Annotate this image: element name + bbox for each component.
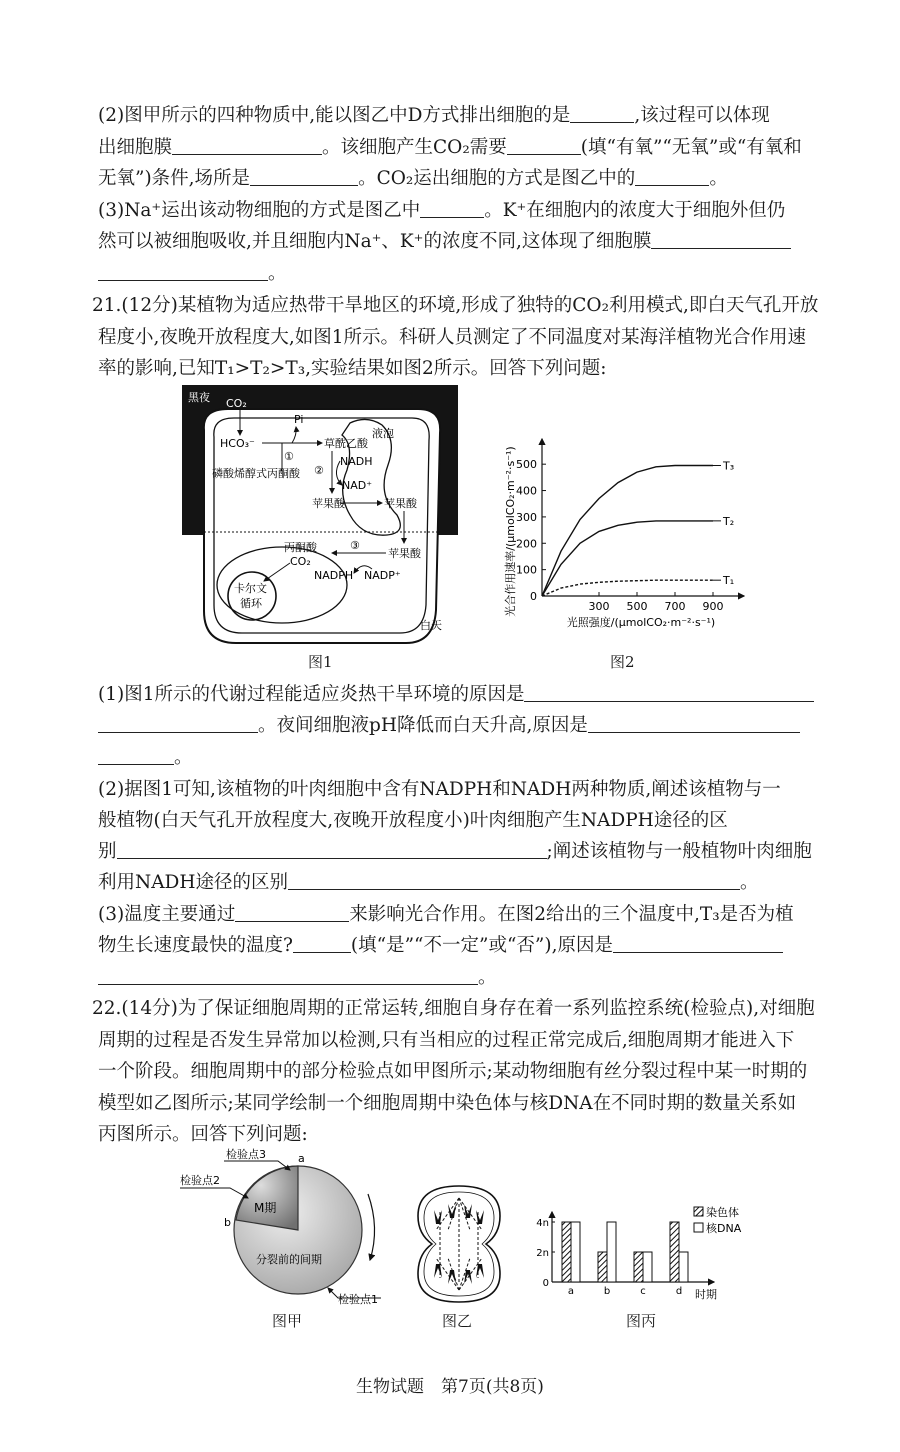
calvin-label-2: 循环 xyxy=(240,597,262,610)
bar-a-2 xyxy=(571,1222,580,1282)
q20-part2-line3: 无氧”)条件,场所是 。CO₂运出细胞的方式是图乙中的 。 xyxy=(98,168,728,189)
night-label: 黑夜 xyxy=(188,391,210,404)
answer-blank[interactable] xyxy=(507,136,581,155)
answer-blank[interactable] xyxy=(613,934,783,953)
malate-label-2: 苹果酸 xyxy=(384,497,417,510)
legend-swatch-1 xyxy=(694,1207,703,1216)
nadp-label: NADP⁺ xyxy=(364,569,401,582)
q20-part2-line2: 出细胞膜 。该细胞产生CO₂需要 (填“有氧”“无氧”或“有氧和 xyxy=(98,137,802,158)
answer-blank[interactable] xyxy=(288,871,740,890)
figure-jia-caption: 图甲 xyxy=(272,1312,303,1330)
series-label-2: T₂ xyxy=(723,514,735,528)
bar-d-2 xyxy=(679,1252,688,1282)
answer-blank[interactable] xyxy=(98,746,174,765)
series-line-1 xyxy=(542,466,713,597)
answer-blank[interactable] xyxy=(98,262,268,281)
q21-part3-line2: 物生长速度最快的温度? (填“是”“不一定”或“否”),原因是 xyxy=(98,934,783,958)
q21-part1-line3: 。 xyxy=(98,746,193,770)
figure-2-caption: 图2 xyxy=(610,653,635,671)
cycle-direction-arrow xyxy=(368,1194,375,1260)
hco3-label: HCO₃⁻ xyxy=(220,437,255,450)
bar-c-1 xyxy=(634,1252,643,1282)
y-tick-label: 300 xyxy=(516,510,537,524)
series-label-3: T₁ xyxy=(723,574,735,588)
q21-part2-line1: (2)据图1可知,该植物的叶肉细胞中含有NADPH和NADH两种物质,阐述该植物与一 xyxy=(98,779,781,800)
category-label: c xyxy=(640,1286,646,1297)
q22-intro-line3: 一个阶段。细胞周期中的部分检验点如甲图所示;某动物细胞有丝分裂过程中某一时期的 xyxy=(98,1061,808,1082)
nadh-label: NADH xyxy=(340,455,373,468)
category-label: b xyxy=(603,1286,611,1297)
x-tick-label: 300 xyxy=(588,600,610,613)
answer-blank[interactable] xyxy=(235,903,349,922)
q21-part1-line2: 。夜间细胞液pH降低而白天升高,原因是 xyxy=(98,714,800,738)
y-tick-label: 200 xyxy=(516,537,537,551)
q21-part2-line2: 般植物(白天气孔开放程度大,夜晚开放程度小)叶肉细胞产生NADPH途径的区 xyxy=(98,810,728,831)
m-phase-wedge xyxy=(236,1166,298,1230)
bar-a-1 xyxy=(562,1222,571,1282)
q22-intro-line4: 模型如乙图所示;某同学绘制一个细胞周期中染色体与核DNA在不同时期的数量关系如 xyxy=(98,1093,797,1114)
answer-blank[interactable] xyxy=(250,167,358,186)
checkpoint-3-label: 检验点3 xyxy=(226,1148,266,1161)
q21-part2-line4: 利用NADH途径的区别 。 xyxy=(98,872,759,893)
pi-label: Pi xyxy=(294,413,304,426)
answer-blank[interactable] xyxy=(420,199,484,218)
figure-1-cam-diagram xyxy=(182,385,462,655)
nad-label: NAD⁺ xyxy=(342,479,373,492)
q22-intro-line5: 丙图所示。回答下列问题: xyxy=(98,1124,308,1145)
step-3: ③ xyxy=(350,539,360,552)
co2-released-label: CO₂ xyxy=(290,555,311,568)
answer-blank[interactable] xyxy=(651,230,791,249)
legend-label-1: 染色体 xyxy=(706,1206,739,1219)
y-tick-label: 2n xyxy=(536,1248,549,1259)
q20-part3-line3: 。 xyxy=(98,262,287,286)
figure-yi-mitosis-cell xyxy=(414,1182,504,1307)
figure-yi-caption: 图乙 xyxy=(442,1312,473,1330)
interphase-label: 分裂前的间期 xyxy=(256,1253,322,1266)
answer-blank[interactable] xyxy=(117,840,547,859)
category-label: a xyxy=(567,1286,575,1297)
q21-intro-line1: 21.(12分)某植物为适应热带干旱地区的环境,形成了独特的CO₂利用模式,即白天气孔开放 xyxy=(92,295,819,316)
answer-blank[interactable] xyxy=(172,136,322,155)
q22-intro-line1: 22.(14分)为了保证细胞周期的正常运转,细胞自身存在着一系列监控系统(检验点),对细胞 xyxy=(92,998,815,1019)
y-tick-label: 500 xyxy=(516,458,537,472)
answer-blank[interactable] xyxy=(98,966,478,985)
y-tick-label: 4n xyxy=(536,1218,549,1229)
malate-label-1: 苹果酸 xyxy=(312,497,345,510)
x-tick-label: 900 xyxy=(702,600,724,613)
step-2: ② xyxy=(314,464,324,477)
x-axis-label: 时期 xyxy=(695,1288,717,1301)
bar-b-1 xyxy=(598,1252,607,1282)
x-tick-label: 500 xyxy=(626,600,648,613)
y-tick-label: 0 xyxy=(542,1278,549,1289)
bar-d-1 xyxy=(670,1222,679,1282)
answer-blank[interactable] xyxy=(588,714,800,733)
calvin-label-1: 卡尔文 xyxy=(234,582,267,595)
y-tick-label: 100 xyxy=(516,563,537,577)
figure-jia-cell-cycle xyxy=(176,1148,386,1308)
q22-intro-line2: 周期的过程是否发生异常加以检测,只有当相应的过程正常完成后,细胞周期才能进入下 xyxy=(98,1030,795,1051)
bar-b-2 xyxy=(607,1222,616,1282)
answer-blank[interactable] xyxy=(524,683,814,702)
q20-part2-line1: (2)图甲所示的四种物质中,能以图乙中D方式排出细胞的是 ,该过程可以体现 xyxy=(98,105,770,126)
q21-part3-line1: (3)温度主要通过 来影响光合作用。在图2给出的三个温度中,T₃是否为植 xyxy=(98,904,794,925)
legend-label-2: 核DNA xyxy=(706,1222,742,1235)
point-b-label: b xyxy=(224,1216,231,1229)
bar-c-2 xyxy=(643,1252,652,1282)
answer-blank[interactable] xyxy=(570,104,634,123)
pep-label: 磷酸烯醇式丙酮酸 xyxy=(212,467,300,480)
figure-bing-bar-chart xyxy=(530,1200,790,1308)
checkpoint-1-label: 检验点1 xyxy=(338,1293,378,1306)
checkpoint-2-label: 检验点2 xyxy=(180,1174,220,1187)
page-footer: 生物试题 第7页(共8页) xyxy=(356,1377,544,1397)
malate-label-3: 苹果酸 xyxy=(388,547,421,560)
series-label-1: T₃ xyxy=(723,459,735,473)
step-1: ① xyxy=(284,450,294,463)
figure-bing-caption: 图丙 xyxy=(626,1312,657,1330)
q20-part3-line1: (3)Na⁺运出该动物细胞的方式是图乙中 。K⁺在细胞内的浓度大于细胞外但仍 xyxy=(98,200,786,221)
category-label: d xyxy=(675,1286,683,1297)
x-tick-label: 700 xyxy=(664,600,686,613)
day-label: 白天 xyxy=(420,619,442,632)
answer-blank[interactable] xyxy=(98,714,258,733)
figure-2-line-chart xyxy=(490,430,750,660)
answer-blank[interactable] xyxy=(293,934,351,953)
figure-1-caption: 图1 xyxy=(308,653,333,671)
y-tick-label: 0 xyxy=(530,590,537,603)
q20-part3-line2: 然可以被细胞吸收,并且细胞内Na⁺、K⁺的浓度不同,这体现了细胞膜 xyxy=(98,230,791,254)
x-axis-label: 光照强度/(μmolCO₂·m⁻²·s⁻¹) xyxy=(566,616,716,629)
y-tick-label: 400 xyxy=(516,484,537,498)
q21-intro-line3: 率的影响,已知T₁>T₂>T₃,实验结果如图2所示。回答下列问题: xyxy=(98,358,607,379)
nadph-label: NADPH xyxy=(314,569,354,582)
y-axis-label: 光合作用速率/(μmolCO₂·m⁻²·s⁻¹) xyxy=(504,446,517,617)
co2-label: CO₂ xyxy=(226,397,247,410)
oaa-label: 草酰乙酸 xyxy=(324,437,368,450)
series-line-2 xyxy=(542,521,713,596)
pyruvate-label: 丙酮酸 xyxy=(284,541,317,554)
answer-blank[interactable] xyxy=(635,167,709,186)
q21-part1-line1: (1)图1所示的代谢过程能适应炎热干旱环境的原因是 xyxy=(98,683,814,707)
legend-swatch-2 xyxy=(694,1223,703,1232)
q21-part2-line3: 别 ;阐述该植物与一般植物叶肉细胞 xyxy=(98,841,812,862)
point-a-label: a xyxy=(298,1152,305,1165)
checkpoint-2-arrow xyxy=(180,1188,248,1198)
q21-intro-line2: 程度小,夜晚开放程度大,如图1所示。科研人员测定了不同温度对某海洋植物光合作用速 xyxy=(98,327,807,348)
series-line-3 xyxy=(542,580,713,596)
m-phase-label: M期 xyxy=(254,1201,277,1215)
vacuole-label: 液泡 xyxy=(372,427,394,440)
q21-part3-line3: 。 xyxy=(98,966,497,990)
